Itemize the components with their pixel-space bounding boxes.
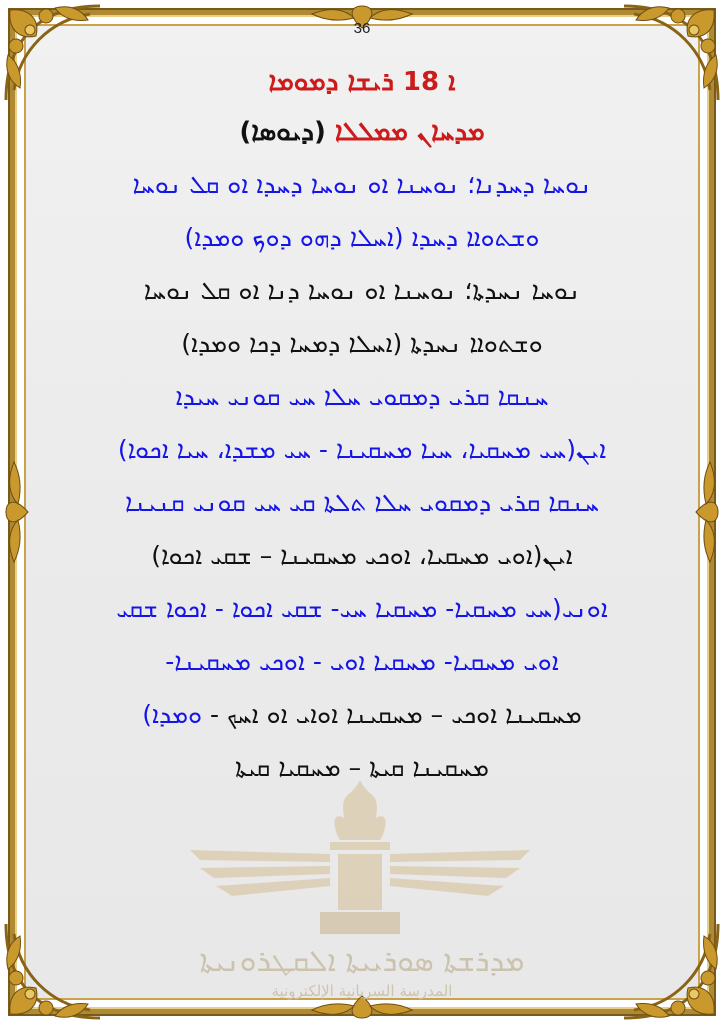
text-segment-black: ܡܚܩܝܢܐ ܐܘܟܝ – ܡܚܩܝܢܐ ܐܘܐܝ ܐܘ ܐܚܟ - [209,700,582,729]
watermark-syriac-text: ܡܕܪܫܬܐ ܣܘܪܝܝܬܐ ܐܠܩܛܪܘܢܝܬܐ [199,944,525,979]
school-emblem-icon [180,770,540,940]
text-line: ܘܫܬܘܐܐ ܕܚܕܐ (ܐܚܠܐ ܕܗܘ ܕܘܟ ܘܡܕܐ) [184,223,540,252]
text-line: ܢܘܚܐ ܢܚܕܬܐ؛ ܢܘܚܢܐ ܐܘ ܢܘܚܐ ܕܢܐ ܐܘ ܩܠ ܢܘܚܐ [143,276,581,305]
text-line: ܢܘܚܐ ܕܚܕܢܐ؛ ܢܘܚܢܐ ܐܘ ܢܘܚܐ ܕܚܕܐ ܐܘ ܩܠ ܢܘܚܐ [132,170,592,199]
text-line: ܚܢܩܐ ܩܪܝ ܕܡܩܘܝ ܚܠܐ ܬܠܬܐ ܩܝ ܚܝ ܩܘܢܝ ܩܢܝܢܐ [124,488,600,517]
subtitle-red-text: ܡܕܚܐܢ ܡܡܠܠܐ [334,117,485,147]
watermark-arabic-text: المدرسة السريانية الإلكترونية [271,982,453,1000]
text-segment-blue: ܘܡܕܐ) [142,700,203,729]
text-line: ܘܫܬܘܐܐ ܢܚܕܬܐ (ܐܚܠܐ ܕܡܚܐ ܕܟܐ ܘܡܕܐ) [181,329,543,358]
text-segment-blue: ܐܘܝ ܡܚܩܝܐ- ܡܚܩܝܐ ܐܘܝ - ܐܘܟܝ ܡܚܩܝܢܐ- [165,647,559,676]
page-number: 36 [353,20,371,37]
edge-ornament-icon [2,452,32,572]
lesson-title: ܐ 18 ܪܝܫܐ ܕܡܘܡܐ [268,67,456,97]
text-segment-blue: ܐܘܢܝ(ܚܝ ܡܚܩܝܐ- ܡܚܩܝܐ ܚܝ- ܫܩܝ ܐܟܘܐ - ܐܟܘܐ ܫܩܝ [116,594,608,623]
text-line: ܡܚܩܝܢܐ ܩܝܬܐ – ܡܚܩܝܐ ܩܝܬܐ [234,753,489,782]
edge-ornament-icon [692,452,722,572]
text-line [40,688,684,741]
text-line [40,582,684,635]
subtitle-paren-text: (ܕܝܘܣܐ) [239,117,326,147]
text-line: ܚܢܩܐ ܩܪܝ ܕܡܩܘܝ ܚܠܐ ܚܝ ܩܘܢܝ ܚܝܕܐ [175,382,549,411]
lesson-subtitle [40,106,684,158]
text-line: ܐܝܢ(ܐܘܝ ܡܚܩܝܐ، ܐܘܟܝ ܡܚܩܝܢܐ – ܫܩܝ ܐܟܘܐ) [151,541,573,570]
text-line: ܐܝܢ(ܚܝ ܡܚܩܝܐ، ܚܝܐ ܡܚܩܝܢܐ - ܚܝ ܡܫܕܐ، ܚܝܐ ܐܟܘܐ) [117,435,607,464]
text-line [40,635,684,688]
lesson-content [40,58,684,794]
